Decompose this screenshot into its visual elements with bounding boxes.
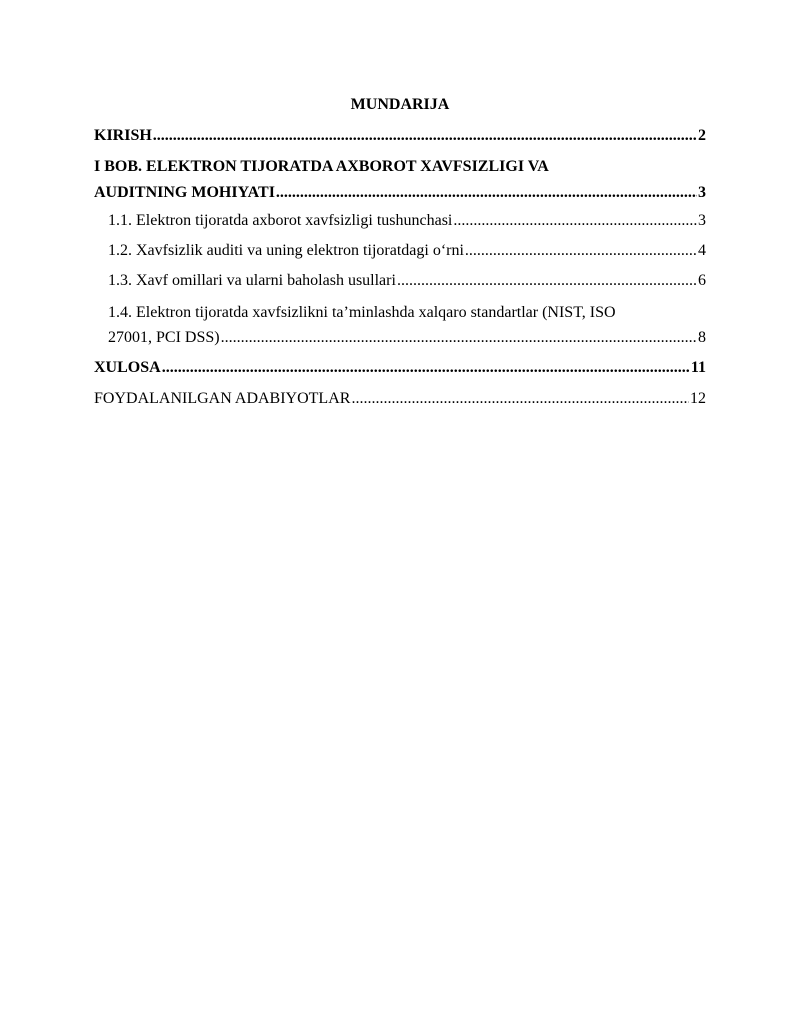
toc-entry-1-3[interactable] bbox=[108, 270, 706, 292]
toc-entry-label: 1.3. Xavf omillari va ularni baholash usullari bbox=[108, 272, 396, 289]
toc-entry-bibliography[interactable] bbox=[94, 388, 706, 410]
toc-entry-page: 3 bbox=[698, 184, 706, 201]
toc-entry-label: AUDITNING MOHIYATI bbox=[94, 184, 275, 201]
toc-entry-label: 1.2. Xavfsizlik auditi va uning elektron tijoratdagi o‘rni bbox=[108, 242, 464, 259]
toc-entry-page: 8 bbox=[698, 329, 706, 346]
toc-entry-label: FOYDALANILGAN ADABIYOTLAR bbox=[94, 390, 351, 407]
dot-leader bbox=[276, 182, 697, 204]
toc-entry-label: KIRISH bbox=[94, 127, 152, 144]
dot-leader bbox=[397, 270, 697, 292]
toc-entry-1-2[interactable] bbox=[108, 240, 706, 262]
dot-leader bbox=[465, 240, 697, 262]
dot-leader bbox=[162, 357, 690, 379]
toc-entry-xulosa[interactable] bbox=[94, 357, 706, 379]
toc-entry-page: 6 bbox=[698, 272, 706, 289]
dot-leader bbox=[453, 210, 697, 232]
toc-entry-chapter-1[interactable] bbox=[94, 156, 706, 204]
dot-leader bbox=[351, 388, 689, 410]
toc-entry-label-line1: 1.4. Elektron tijoratda xavfsizlikni ta’minlashda xalqaro standartlar (NIST, ISO bbox=[108, 304, 616, 321]
toc-title: MUNDARIJA bbox=[350, 96, 450, 113]
toc-entry-page: 12 bbox=[690, 390, 706, 407]
toc-entry-label: XULOSA bbox=[94, 359, 161, 376]
toc-entry-kirish[interactable] bbox=[94, 125, 706, 147]
toc-entry-label: 1.1. Elektron tijoratda axborot xavfsizligi tushunchasi bbox=[108, 212, 453, 229]
toc-entry-page: 2 bbox=[698, 127, 706, 144]
toc-entry-page: 4 bbox=[698, 242, 706, 259]
toc-entry-page: 11 bbox=[690, 359, 706, 376]
dot-leader bbox=[221, 327, 697, 349]
dot-leader bbox=[153, 125, 697, 147]
toc-entry-label-line1: I BOB. ELEKTRON TIJORATDA AXBOROT XAVFSIZLIGI VA bbox=[94, 158, 549, 175]
toc-entry-1-1[interactable] bbox=[108, 210, 706, 232]
toc-entry-1-4[interactable] bbox=[108, 302, 706, 349]
toc-entry-page: 3 bbox=[698, 212, 706, 229]
toc-entry-label: 27001, PCI DSS) bbox=[108, 329, 220, 346]
